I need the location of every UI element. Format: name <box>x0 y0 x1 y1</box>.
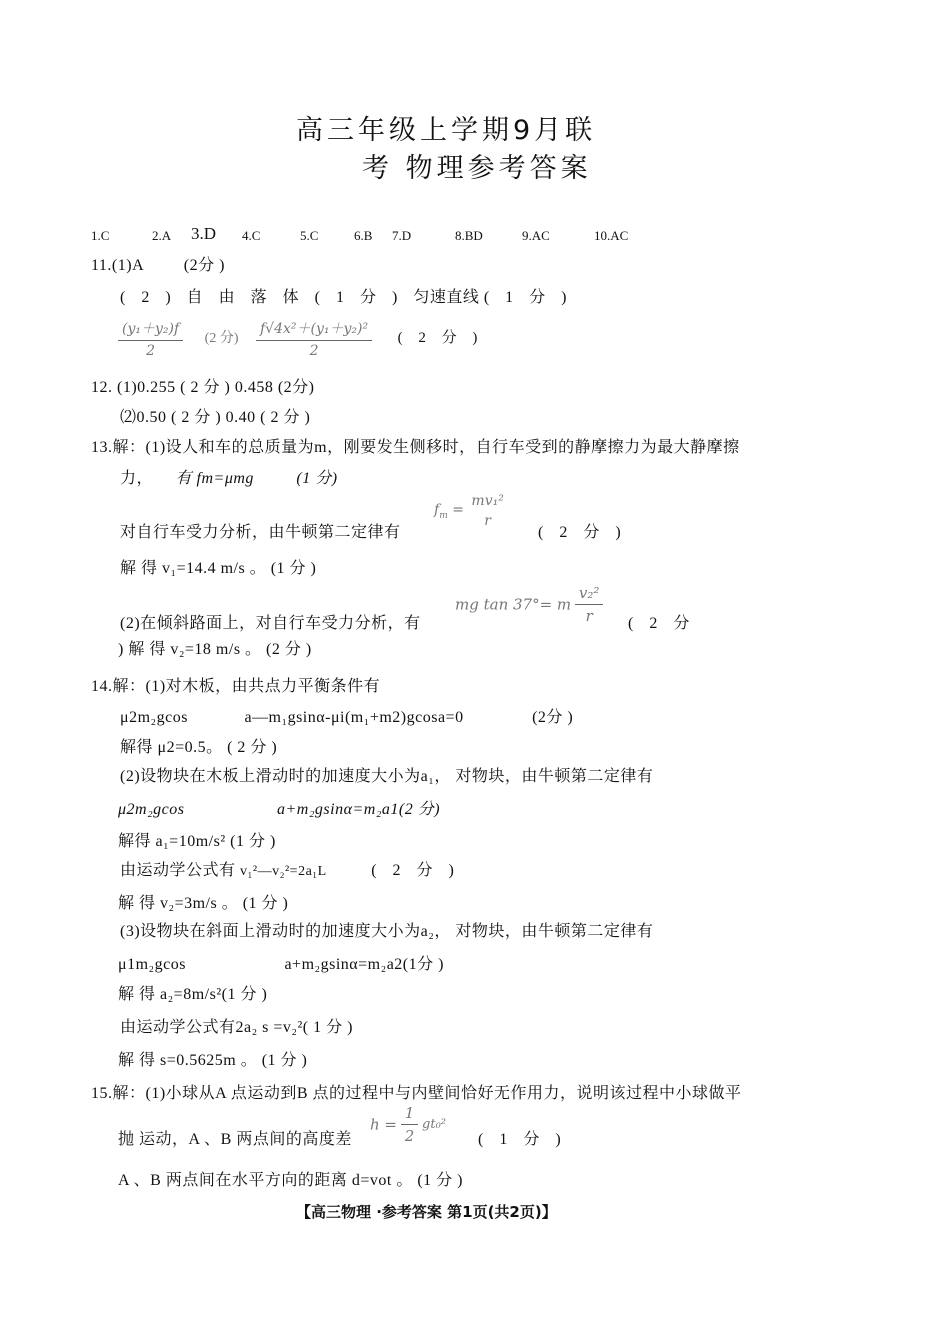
q14-line1: 14.解：(1)对木板，由共点力平衡条件有 <box>91 678 381 695</box>
formula-2: $\frac{\text{f√4x²＋(y₁＋y₂)²}}{2}$ <box>256 318 372 359</box>
q11-line2: ( 2 ) 自 由 落 体 ( 1 分 ) 匀速直线 ( 1 分 ) <box>120 289 573 306</box>
q13-line2: 力， 有 fm=μmg (1 分) <box>120 470 338 487</box>
choice-answer: 1.C <box>91 228 110 243</box>
choice-answer: 2.A <box>152 228 172 243</box>
choice-answer: 5.C <box>300 228 319 243</box>
page-title-line1: 高三年级上学期9月联 <box>296 115 597 146</box>
choice-answer: 3.D <box>191 224 217 243</box>
q14-line9: (3)设物块在斜面上滑动时的加速度大小为a₂， 对物块，由牛顿第二定律有 <box>120 923 654 940</box>
choice-answer: 4.C <box>242 228 261 243</box>
q13-line3-score: ( 2 分 ) <box>538 524 627 541</box>
q12-line1: 12. (1)0.255 ( 2 分 ) 0.458 (2分) <box>91 379 315 396</box>
q14-line7: 由运动学公式有 v₁²—v₂²=2a₁L ( 2 分 ) <box>120 862 460 879</box>
q11-line1: 11.(1)A (2分 ) <box>91 257 225 274</box>
q15-line3: A 、B 两点间在水平方向的距离 d=vot 。 (1 分 ) <box>118 1172 463 1189</box>
q14-line5: μ2m₂gcos a+m₂gsinα=m₂a1(2 分) <box>118 801 441 818</box>
q14-line8: 解 得 v₂=3m/s 。 (1 分 ) <box>118 895 289 912</box>
q13-formula-2: mg tan 37°= m $\frac{\text{v₂²}}{r}$ <box>455 584 603 625</box>
q13-line3: 对自行车受力分析，由牛顿第二定律有 <box>120 524 401 541</box>
q13-line5: (2)在倾斜路面上，对自行车受力分析，有 <box>120 615 421 632</box>
q14-line10: μ1m₂gcos a+m₂gsinα=m₂a2(1分 ) <box>118 956 444 973</box>
q15-line1: 15.解：(1)小球从A 点运动到B 点的过程中与内壁间恰好无作用力，说明该过程中小球做平 <box>91 1085 742 1102</box>
choice-answer: 9.AC <box>522 228 550 243</box>
page-title-line2: 考 物理参考答案 <box>362 153 592 184</box>
q14-line11: 解 得 a₂=8m/s²(1 分 ) <box>118 986 268 1003</box>
q15-line2-score: ( 1 分 ) <box>478 1131 567 1148</box>
q15-line2: 抛 运动，A 、B 两点间的高度差 <box>118 1131 352 1148</box>
q14-line6: 解得 a₁=10m/s² (1 分 ) <box>118 833 276 850</box>
choice-answer: 6.B <box>354 228 373 243</box>
q13-line5-score: ( 2 分 <box>628 615 696 632</box>
choice-answer: 8.BD <box>455 228 483 243</box>
q12-line2: ⑵0.50 ( 2 分 ) 0.40 ( 2 分 ) <box>120 409 311 426</box>
page-footer: 【高三物理 ·参考答案 第1页(共2页)】 <box>296 1203 557 1221</box>
q14-line12: 由运动学公式有2a₂ s =v₂²( 1 分 ) <box>120 1019 353 1036</box>
q13-line1: 13.解：(1)设人和车的总质量为m，刚要发生侧移时，自行车受到的静摩擦力为最大静摩擦 <box>91 439 740 456</box>
q14-line2: μ2m₂gcos a—m₁gsinα-μi(m₁+m2)gcosa=0 (2分 ) <box>120 709 574 726</box>
q14-line13: 解 得 s=0.5625m 。 (1 分 ) <box>118 1052 308 1069</box>
formula-1: $\frac{\text{(y₁＋y₂)f}}{2}$ <box>118 318 183 359</box>
q14-line3: 解得 μ2=0.5。 ( 2 分 ) <box>120 739 278 756</box>
q14-line4: (2)设物块在木板上滑动时的加速度大小为a₁， 对物块，由牛顿第二定律有 <box>120 768 654 785</box>
q13-formula-1: $f_m$ = mv₁² r <box>434 493 504 529</box>
q15-formula: h = $\frac{1}{2}$ gt₀² <box>370 1104 447 1145</box>
q11-formula-row: $\frac{\text{(y₁＋y₂)f}}{2}$ (2 分) $\frac{\text{f√4x²＋(y₁＋y₂)²}}{2}$ ( 2 分 ) <box>118 318 483 359</box>
q13-line6: ) 解 得 v₂=18 m/s 。 (2 分 ) <box>118 641 312 658</box>
q13-line4: 解 得 v₁=14.4 m/s 。 (1 分 ) <box>120 560 317 577</box>
choice-answer: 10.AC <box>594 228 629 243</box>
choice-answer: 7.D <box>392 228 412 243</box>
